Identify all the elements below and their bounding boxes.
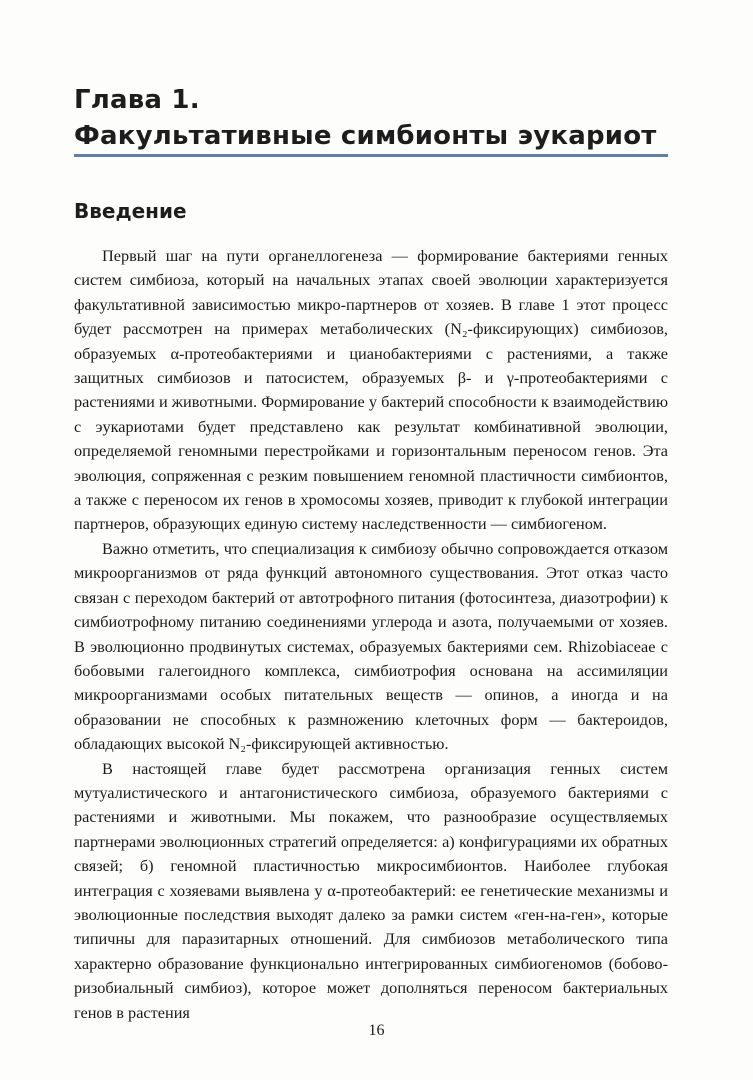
chapter-divider [74, 154, 668, 157]
section-heading: Введение [74, 199, 187, 223]
body-text [74, 244, 668, 1025]
chapter-heading [74, 82, 674, 154]
chapter-number: Глава 1. [74, 85, 200, 115]
page-number: 16 [368, 1022, 385, 1039]
paragraph-1: Первый шаг на пути органеллогенеза — формирование бактериями генных систем симбиоза, который на начальных этапах своей эволюции характеризуется факультативной зависимостью микро-партнеров от хозяев. В главе 1 этот процесс будет рассмотрен на примерах метаболических (N₂-фиксирующих) симбиозов, образуемых α-протеобактериями и цианобактериями с растениями, а также защитных симбиозов и патосистем, образуемых β- и γ-протеобактериями с растениями и животными. Формирование у бактерий способности к взаимодействию с эукариотами будет представлено как результат комбинативной эволюции, определяемой геномными перестройками и горизонтальным переносом генов. Эта эволюция, сопряженная с резким повышением геномной пластичности симбионтов, а также с переносом их генов в хромосомы хозяев, приводит к глубокой интеграции партнеров, образующих единую систему наследственности — симбиогеном. [74, 246, 668, 534]
paragraph-3: В настоящей главе будет рассмотрена организация генных систем мутуалистического и антагонистического симбиоза, образуемого бактериями с растениями и животными. Мы покажем, что разнообразие осуществляемых партнерами эволюционных стратегий определяется: а) конфигурациями их обратных связей; б) геномной пластичностью микросимбионтов. Наиболее глубокая интеграция с хозяевами выявлена у α-протеобактерий: ее генетические механизмы и эволюционные последствия выходят далеко за рамки систем «ген-на-ген», которые типичны для паразитарных отношений. Для симбиозов метаболического типа характерно образование функционально интегрированных симбиогеномов (бобово-ризобиальный симбиоз), которое может дополняться переносом бактериальных генов в растения [74, 758, 668, 1022]
chapter-title: Факультативные симбионты эукариот [74, 121, 657, 151]
paragraph-2: Важно отметить, что специализация к симбиозу обычно сопровождается отказом микроорганизмов от ряда функций автономного существования. Этот отказ часто связан с переходом бактерий от автотрофного питания (фотосинтеза, диазотрофии) к симбиотрофному питанию соединениями углерода и азота, получаемыми от хозяев. В эволюционно продвинутых системах, образуемых бактериями сем. Rhizobiaceae с бобовыми галегоидного комплекса, симбиотрофия основана на ассимиляции микроорганизмами особых питательных веществ — опинов, а иногда и на образовании не способных к размножению клеточных форм — бактероидов, обладающих высокой N₂-фиксирующей активностью. [74, 538, 668, 754]
